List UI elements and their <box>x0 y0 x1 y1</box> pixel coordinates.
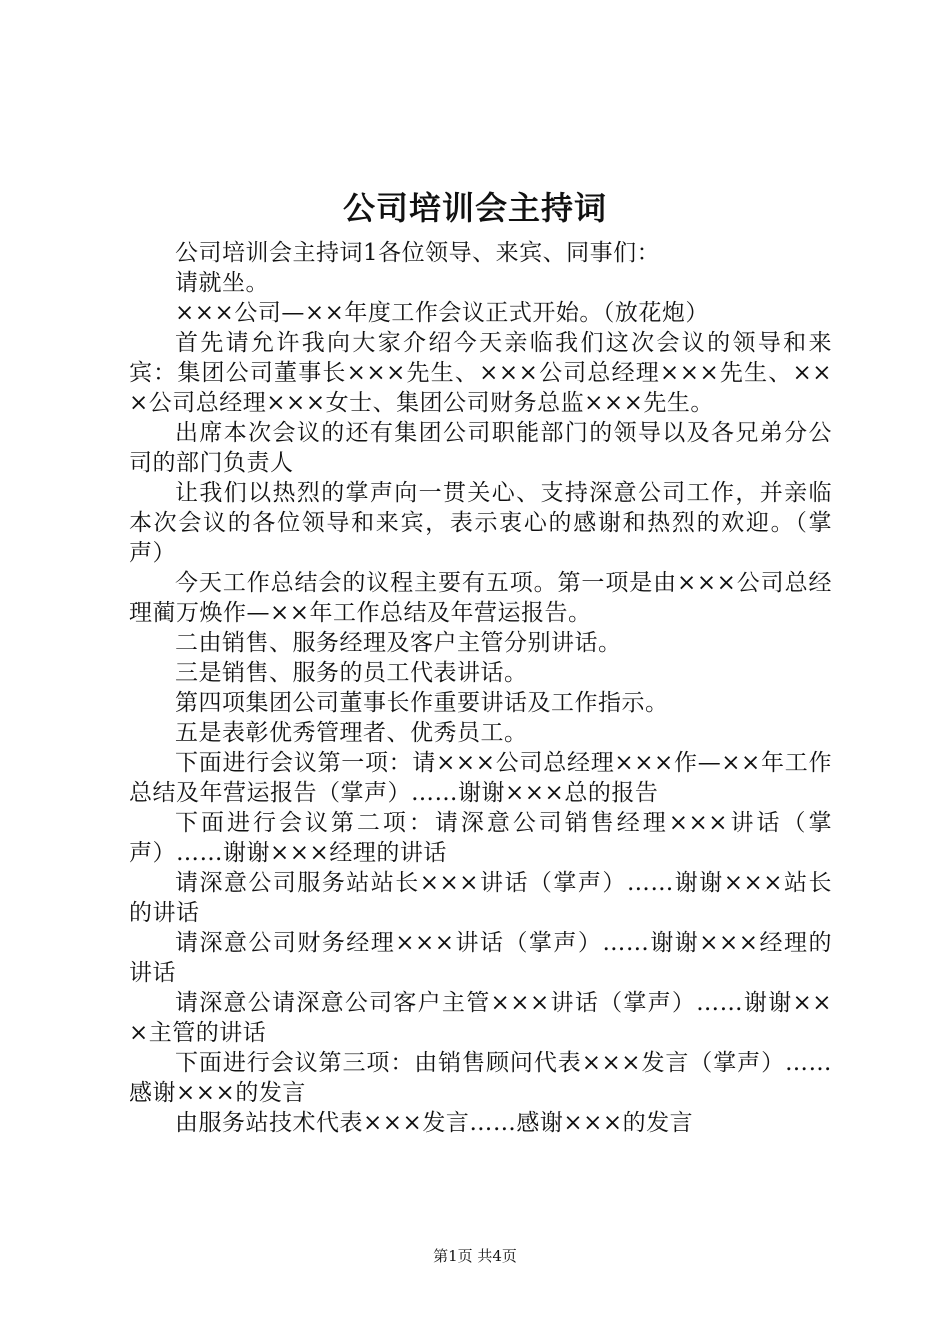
paragraph: 请深意公请深意公司客户主管×××讲话（掌声）……谢谢×××主管的讲话 <box>129 990 832 1046</box>
paragraph: 下面进行会议第一项：请×××公司总经理×××作—××年工作总结及年营运报告（掌声）……谢谢×××总的报告 <box>129 750 832 806</box>
document-body <box>129 238 832 1138</box>
page-footer: 第1页 共4页 <box>433 1247 517 1265</box>
paragraph: 请就坐。 <box>175 270 269 296</box>
paragraph: 下面进行会议第三项：由销售顾问代表×××发言（掌声）……感谢×××的发言 <box>129 1050 832 1106</box>
paragraph: 由服务站技术代表×××发言……感谢×××的发言 <box>175 1110 694 1136</box>
paragraph: 出席本次会议的还有集团公司职能部门的领导以及各兄弟分公司的部门负责人 <box>129 420 832 476</box>
paragraph: 请深意公司财务经理×××讲话（掌声）……谢谢×××经理的讲话 <box>129 930 832 986</box>
paragraph: 公司培训会主持词1各位领导、来宾、同事们： <box>175 240 661 266</box>
paragraph: ×××公司—××年度工作会议正式开始。（放花炮） <box>175 300 709 326</box>
paragraph: 首先请允许我向大家介绍今天亲临我们这次会议的领导和来宾：集团公司董事长×××先生、×××公司总经理×××先生、×××公司总经理×××女士、集团公司财务总监×××先生。 <box>129 330 832 416</box>
paragraph: 五是表彰优秀管理者、优秀员工。 <box>175 720 528 746</box>
paragraph: 第四项集团公司董事长作重要讲话及工作指示。 <box>175 690 669 716</box>
paragraph: 二由销售、服务经理及客户主管分别讲话。 <box>175 630 622 656</box>
paragraph: 今天工作总结会的议程主要有五项。第一项是由×××公司总经理蔺万焕作—××年工作总结及年营运报告。 <box>129 570 832 626</box>
paragraph: 请深意公司服务站站长×××讲话（掌声）……谢谢×××站长的讲话 <box>129 870 832 926</box>
paragraph: 下面进行会议第二项：请深意公司销售经理×××讲话（掌声）……谢谢×××经理的讲话 <box>129 810 832 866</box>
document-title: 公司培训会主持词 <box>342 189 607 227</box>
paragraph: 三是销售、服务的员工代表讲话。 <box>175 660 528 686</box>
paragraph: 让我们以热烈的掌声向一贯关心、支持深意公司工作，并亲临本次会议的各位领导和来宾，表示衷心的感谢和热烈的欢迎。（掌声） <box>129 480 832 566</box>
